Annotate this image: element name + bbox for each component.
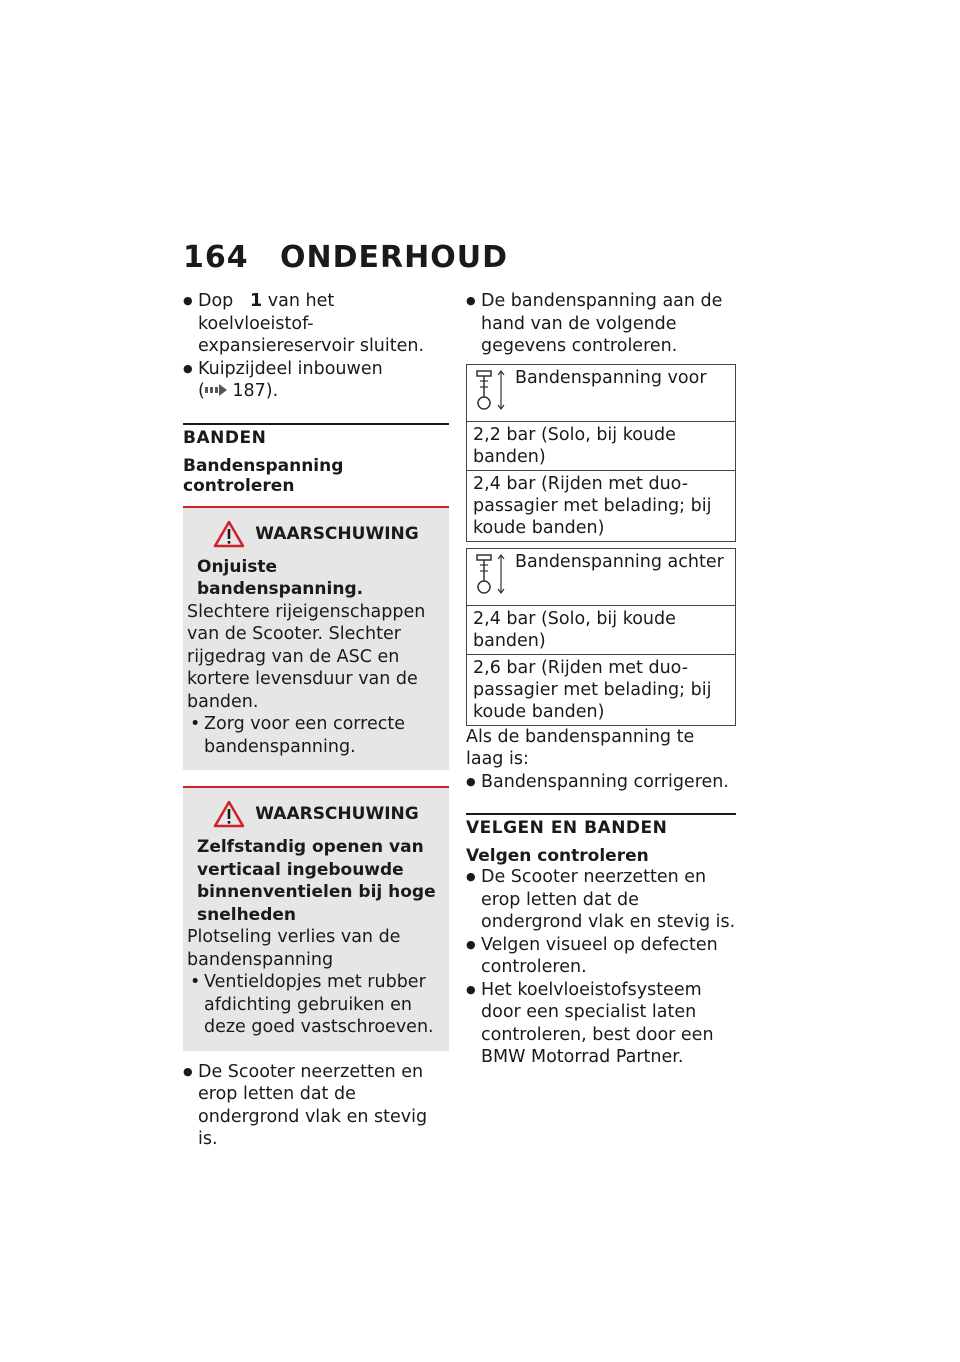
left-column [183,290,449,1151]
front-pressure-passenger: 2,4 bar (Rijden met duo-passagier met belading; bij koude banden) [467,470,736,541]
warning-text: Slechtere rijeigenschappen van de Scooter. Slechter rijgedrag van de ASC en kortere levensduur van de banden. [187,601,426,712]
page-number: 164 [183,240,249,275]
heading-bandenspanning: Bandenspanning controleren [183,455,344,496]
warning-box-valves [183,786,449,1051]
rear-pressure-label: Bandenspanning achter [515,551,724,572]
warning-title: WAARSCHUWING [187,800,445,828]
rear-pressure-table [466,548,736,726]
warning-bullet: • Zorg voor een correcte bandenspanning. [187,713,445,758]
front-pressure-label: Bandenspanning voor [515,367,707,388]
bullet-coolant-system: ● Het koelvloeistofsysteem door een specialist laten controleren, best door een BMW Motorrad Partner. [466,979,736,1069]
bullet-check-pressure: ● De bandenspanning aan de hand van de volgende gegevens controleren. [466,290,736,358]
heading-velgen-banden: VELGEN EN BANDEN [466,813,736,838]
bullet-close-cap: ● Dop 1 van het koelvloeistof-expansiereservoir sluiten. [183,290,449,358]
warning-title: WAARSCHUWING [187,520,445,548]
ref-number: 1 [250,291,263,311]
warning-triangle-icon [213,520,245,548]
bullet-park-scooter: ● De Scooter neerzetten en erop letten dat de ondergrond vlak en stevig is. [183,1061,449,1151]
bullet-correct-pressure: ● Bandenspanning corrigeren. [466,771,736,794]
heading-velgen-controleren: Velgen controleren [466,846,649,866]
tire-gauge-icon [473,551,509,601]
warning-triangle-icon [213,800,245,828]
bullet-inspect-rims: ● Velgen visueel op defecten controleren. [466,934,736,979]
warning-text: Plotseling verlies van de bandenspanning [187,927,401,970]
rear-pressure-passenger: 2,6 bar (Rijden met duo-passagier met belading; bij koude banden) [467,654,736,725]
page-reference[interactable]: 187). [232,381,279,401]
low-pressure-text: Als de bandenspanning te laag is: [466,726,695,769]
warning-box-pressure [183,506,449,771]
bullet-park-scooter: ● De Scooter neerzetten en erop letten dat de ondergrond vlak en stevig is. [466,866,736,934]
tire-gauge-icon [473,367,509,417]
front-pressure-solo: 2,2 bar (Solo, bij koude banden) [467,421,736,470]
warning-bold-text: Zelfstandig openen van verticaal ingebouwde binnenventielen bij hoge snelheden [197,837,436,925]
front-pressure-table [466,364,736,542]
warning-bullet: • Ventieldopjes met rubber afdichting gebruiken en deze goed vastschroeven. [187,971,445,1039]
section-title: ONDERHOUD [280,240,508,275]
bullet-fairing: ● Kuipzijdeel inbouwen ( 187). [183,358,449,403]
right-column [466,290,736,1069]
heading-banden: BANDEN [183,423,449,448]
warning-bold-text: Onjuiste bandenspanning. [197,556,364,599]
rear-pressure-solo: 2,4 bar (Solo, bij koude banden) [467,605,736,654]
reference-arrow-icon [205,384,227,396]
